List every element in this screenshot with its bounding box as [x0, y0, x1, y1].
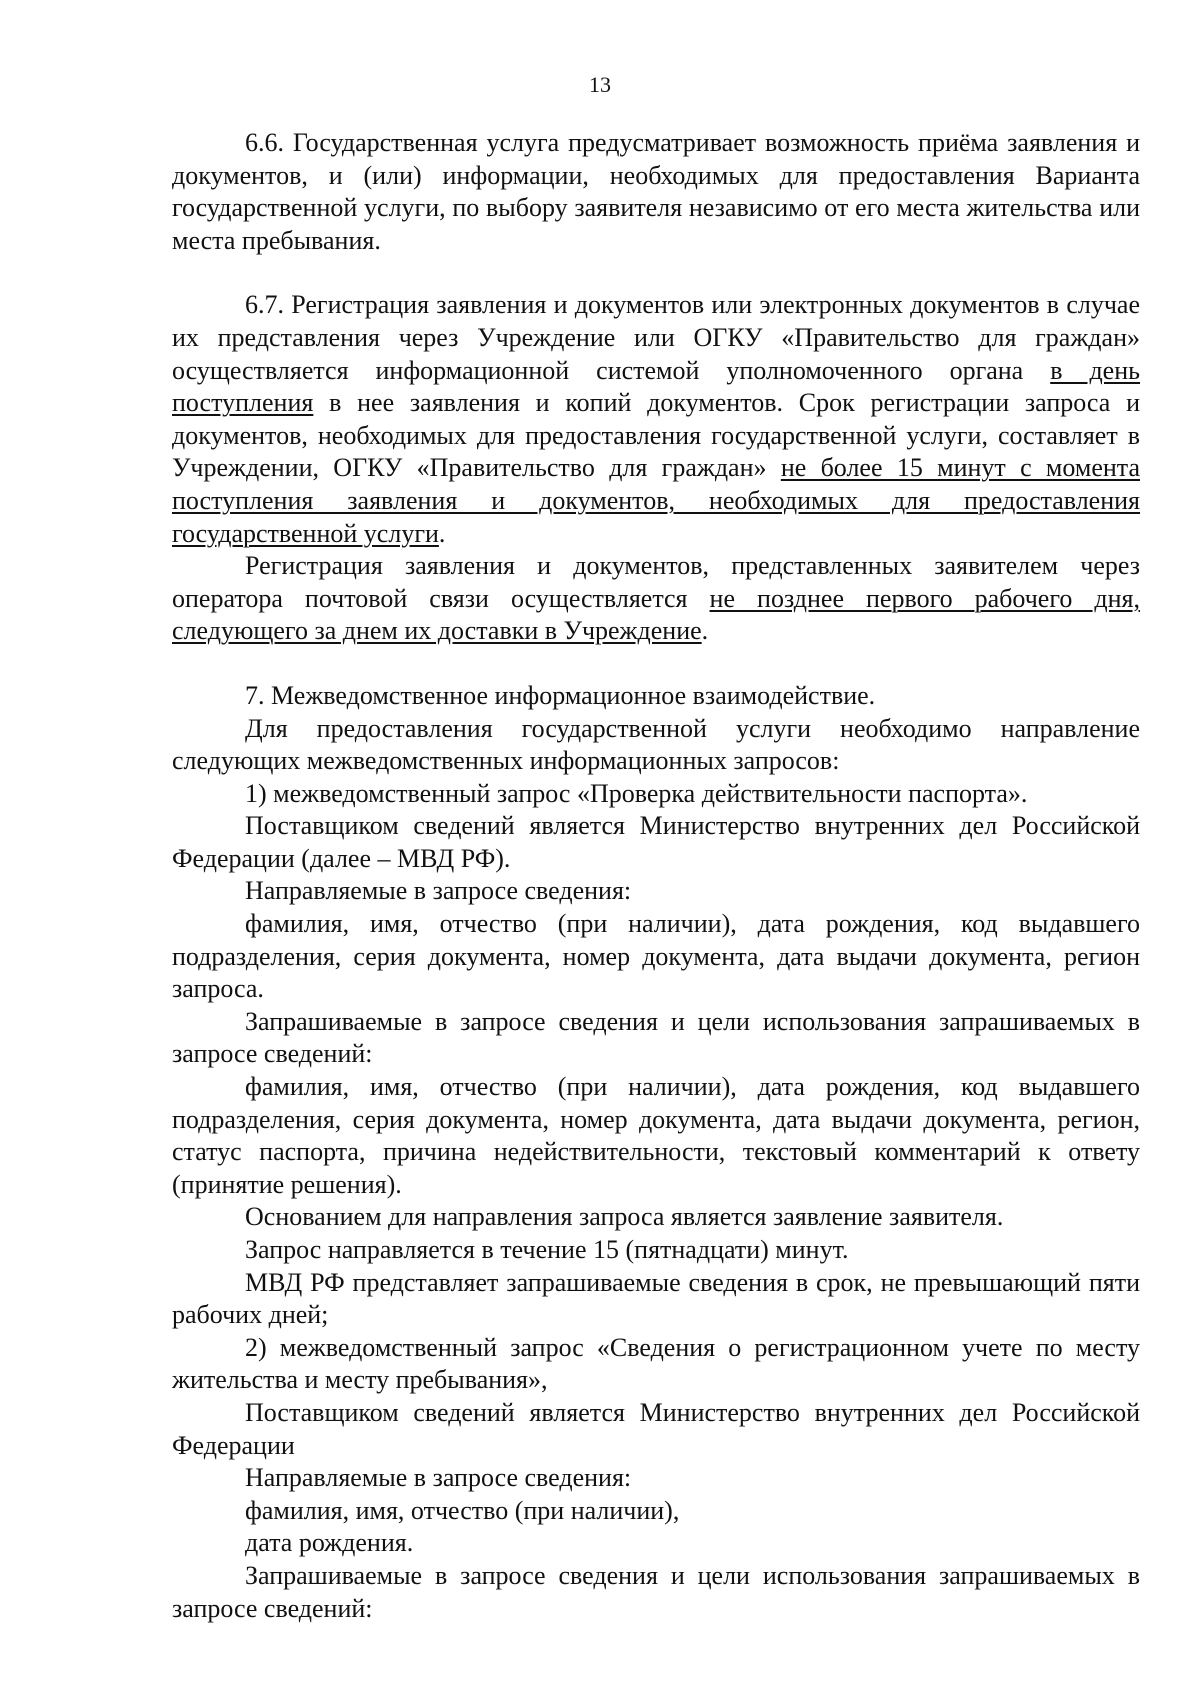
query-1-requested-label: Запрашиваемые в запросе сведения и цели использования запрашиваемых в запросе сведений:	[172, 1006, 1140, 1069]
section-6-7-paragraph-1: 6.7. Регистрация заявления и документов или электронных документов в случае их представления через Учреждение или ОГКУ «Правительство для граждан» осуществляется информационной системой уполномоченного органа в день поступления в нее заявления и копий документов. Срок регистрации запроса и документов, необходимых для предоставления государственной услуги, составляет в Учреждении, ОГКУ «Правительство для граждан» не более 15 минут с момента поступления заявления и документов, необходимых для предоставления государственной услуги.	[172, 290, 1140, 548]
query-1-requested-values: фамилия, имя, отчество (при наличии), дата рождения, код выдавшего подразделения, серия документа, номер документа, дата выдачи документа, регион, статус паспорта, причина недействительности, текстовый комментарий к ответу (принятие решения).	[172, 1072, 1140, 1199]
document-body	[172, 127, 1140, 1625]
query-2-provider: Поставщиком сведений является Министерство внутренних дел Российской Федерации	[172, 1397, 1140, 1460]
query-1-response: МВД РФ представляет запрашиваемые сведения в срок, не превышающий пяти рабочих дней;	[172, 1267, 1140, 1330]
query-1-timing: Запрос направляется в течение 15 (пятнадцати) минут.	[245, 1235, 849, 1264]
page-number: 13	[589, 72, 611, 97]
section-7-heading: 7. Межведомственное информационное взаимодействие.	[245, 680, 876, 710]
query-1-title: 1) межведомственный запрос «Проверка действительности паспорта».	[245, 778, 1028, 808]
section-6-6: 6.6. Государственная услуга предусматривает возможность приёма заявления и документов, и (или) информации, необходимых для предоставления Варианта государственной услуги, по выбору заявителя независимо от его места жительства или места пребывания.	[172, 128, 1140, 255]
query-1-sent-values: фамилия, имя, отчество (при наличии), дата рождения, код выдавшего подразделения, серия документа, номер документа, дата выдачи документа, регион запроса.	[172, 909, 1140, 1004]
underlined-deadline-day: в день поступления	[172, 355, 1140, 418]
query-2-sent-value-1: фамилия, имя, отчество (при наличии),	[245, 1495, 680, 1525]
query-1-basis: Основанием для направления запроса является заявление заявителя.	[245, 1202, 1004, 1232]
query-2-title: 2) межведомственный запрос «Сведения о регистрационном учете по месту жительства и месту пребывания»,	[172, 1332, 1140, 1395]
section-7-intro: Для предоставления государственной услуги необходимо направление следующих межведомственных информационных запросов:	[172, 713, 1140, 776]
query-2-sent-label: Направляемые в запросе сведения:	[245, 1463, 632, 1493]
query-1-provider: Поставщиком сведений является Министерство внутренних дел Российской Федерации (далее – МВД РФ).	[172, 811, 1140, 873]
underlined-deadline-post: не позднее первого рабочего дня, следующего за днем их доставки в Учреждение	[172, 583, 1140, 646]
underlined-deadline-15-min: не более 15 минут с момента поступления заявления и документов, необходимых для предоставления государственной услуги	[172, 453, 1140, 548]
query-1-sent-label: Направляемые в запросе сведения:	[245, 876, 632, 906]
query-2-sent-value-2: дата рождения.	[245, 1528, 414, 1558]
query-2-requested-label: Запрашиваемые в запросе сведения и цели использования запрашиваемых в запросе сведений:	[172, 1560, 1140, 1623]
section-6-7-paragraph-2: Регистрация заявления и документов, представленных заявителем через оператора почтовой связи осуществляется не позднее первого рабочего дня, следующего за днем их доставки в Учреждение.	[172, 551, 1140, 646]
